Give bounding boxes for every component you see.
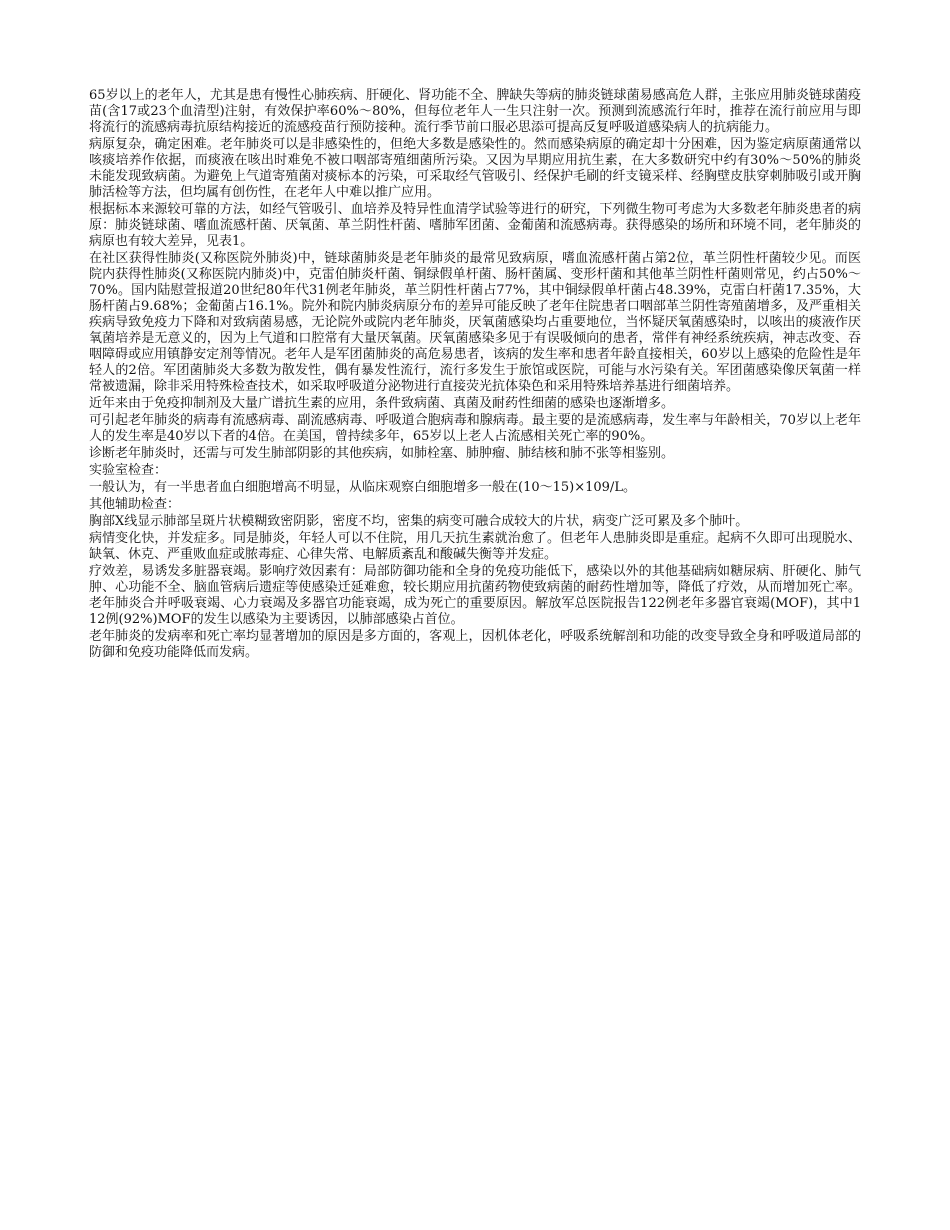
paragraph-community-hospital-pneumonia: 在社区获得性肺炎(又称医院外肺炎)中，链球菌肺炎是老年肺炎的最常见致病原，嗜血流感杆菌占第2位，革兰阴性杆菌较少见。而医院内获得性肺炎(又称医院内肺炎)中，克雷伯肺炎杆菌、铜绿假单杆菌、肠杆菌属、变形杆菌和其他革兰阴性杆菌则常见，约占50%～70%。国内陆慰萱报道20世纪80年代31例老年肺炎，革兰阴性杆菌占77%，其中铜绿假单杆菌占48.39%，克雷白杆菌17.35%，大肠杆菌占9.68%；金葡菌占16.1%。院外和院内肺炎病原分布的差异可能反映了老年住院患者口咽部革兰阴性寄殖菌增多，及严重相关疾病导致免疫力下降和对致病菌易感，无论院外或院内老年肺炎，厌氧菌感染均占重要地位，当怀疑厌氧菌感染时，以咳出的痰液作厌氧菌培养是无意义的，因为上气道和口腔常有大量厌氧菌。厌氧菌感染多见于有误吸倾向的患者，常伴有神经系统疾病，神志改变、吞咽障碍或应用镇静安定剂等情况。老年人是军团菌肺炎的高危易患者，该病的发生率和患者年龄直接相关，60岁以上感染的危险性是年轻人的2倍。军团菌肺炎大多数为散发性，偶有暴发性流行，流行多发生于旅馆或医院，可能与水污染有关。军团菌感染像厌氧菌一样常被遗漏，除非采用特殊检查技术，如采取呼吸道分泌物进行直接荧光抗体染色和采用特殊培养基进行细菌培养。 [89, 251, 861, 394]
document-body [89, 88, 861, 662]
paragraph-chest-xray: 胸部X线显示肺部呈斑片状模糊致密阴影，密度不均，密集的病变可融合成较大的片状，病变广泛可累及多个肺叶。 [89, 514, 749, 529]
heading-lab-tests: 实验室检查： [89, 463, 168, 478]
paragraph-differential-diagnosis: 诊断老年肺炎时，还需与可发生肺部阴影的其他疾病，如肺栓塞、肺肿瘤、肺结核和肺不张等相鉴别。 [89, 446, 675, 461]
paragraph-complications: 病情变化快，并发症多。同是肺炎，年轻人可以不住院，用几天抗生素就治愈了。但老年人患肺炎即是重症。起病不久即可出现脱水、缺氧、休克、严重败血症或脓毒症、心律失常、电解质紊乱和酸碱失衡等并发症。 [89, 531, 861, 562]
paragraph-pathogen-difficulty: 病原复杂，确定困难。老年肺炎可以是非感染性的，但绝大多数是感染性的。然而感染病原的确定却十分困难，因为鉴定病原菌通常以咳痰培养作依据，而痰液在咳出时难免不被口咽部寄殖细菌所污染。又因为早期应用抗生素，在大多数研究中约有30%～50%的肺炎未能发现致病菌。为避免上气道寄殖菌对痰标本的污染，可采取经气管吸引、经保护毛刷的纤支镜采样、经胸壁皮肤穿刺肺吸引或开胸肺活检等方法，但均属有创伤性，在老年人中难以推广应用。 [89, 137, 861, 200]
paragraph-viruses: 可引起老年肺炎的病毒有流感病毒、副流感病毒、呼吸道合胞病毒和腺病毒。最主要的是流感病毒，发生率与年龄相关，70岁以上老年人的发生率是40岁以下者的4倍。在美国，曾持续多年，65岁以上老人占流感相关死亡率的90%。 [89, 413, 861, 444]
paragraph-poor-efficacy: 疗效差，易诱发多脏器衰竭。影响疗效因素有：局部防御功能和全身的免疫功能低下，感染以外的其他基础病如糖尿病、肝硬化、肺气肿、心功能不全、脑血管病后遗症等使感染迁延难愈，较长期应用抗菌药物使致病菌的耐药性增加等，降低了疗效，从而增加死亡率。老年肺炎合并呼吸衰竭、心力衰竭及多器官功能衰竭，成为死亡的重要原因。解放军总医院报告122例老年多器官衰竭(MOF)，其中112例(92%)MOF的发生以感染为主要诱因，以肺部感染占首位。 [89, 564, 861, 627]
paragraph-causes: 老年肺炎的发病率和死亡率均显著增加的原因是多方面的，客观上，因机体老化，呼吸系统解剖和功能的改变导致全身和呼吸道局部的防御和免疫功能降低而发病。 [89, 629, 861, 660]
paragraph-opportunistic-infection: 近年来由于免疫抑制剂及大量广谱抗生素的应用，条件致病菌、真菌及耐药性细菌的感染也逐渐增多。 [89, 396, 675, 411]
paragraph-microorganisms: 根据标本来源较可靠的方法，如经气管吸引、血培养及特异性血清学试验等进行的研究，下列微生物可考虑为大多数老年肺炎患者的病原：肺炎链球菌、嗜血流感杆菌、厌氧菌、革兰阴性杆菌、嗜肺军团菌、金葡菌和流感病毒。获得感染的场所和环境不同，老年肺炎的病原也有较大差异，见表1。 [89, 202, 861, 249]
paragraph-white-cells: 一般认为，有一半患者血白细胞增高不明显，从临床观察白细胞增多一般在(10～15)×109/L。 [89, 480, 636, 495]
paragraph-vaccine: 65岁以上的老年人，尤其是患有慢性心肺疾病、肝硬化、肾功能不全、脾缺失等病的肺炎链球菌易感高危人群，主张应用肺炎链球菌疫苗(含17或23个血清型)注射，有效保护率60%～80%，但每位老年人一生只注射一次。预测到流感流行年时，推荐在流行前应用与即将流行的流感病毒抗原结构接近的流感疫苗行预防接种。流行季节前口服必思添可提高反复呼吸道感染病人的抗病能力。 [89, 88, 861, 135]
heading-other-tests: 其他辅助检查： [89, 497, 181, 512]
